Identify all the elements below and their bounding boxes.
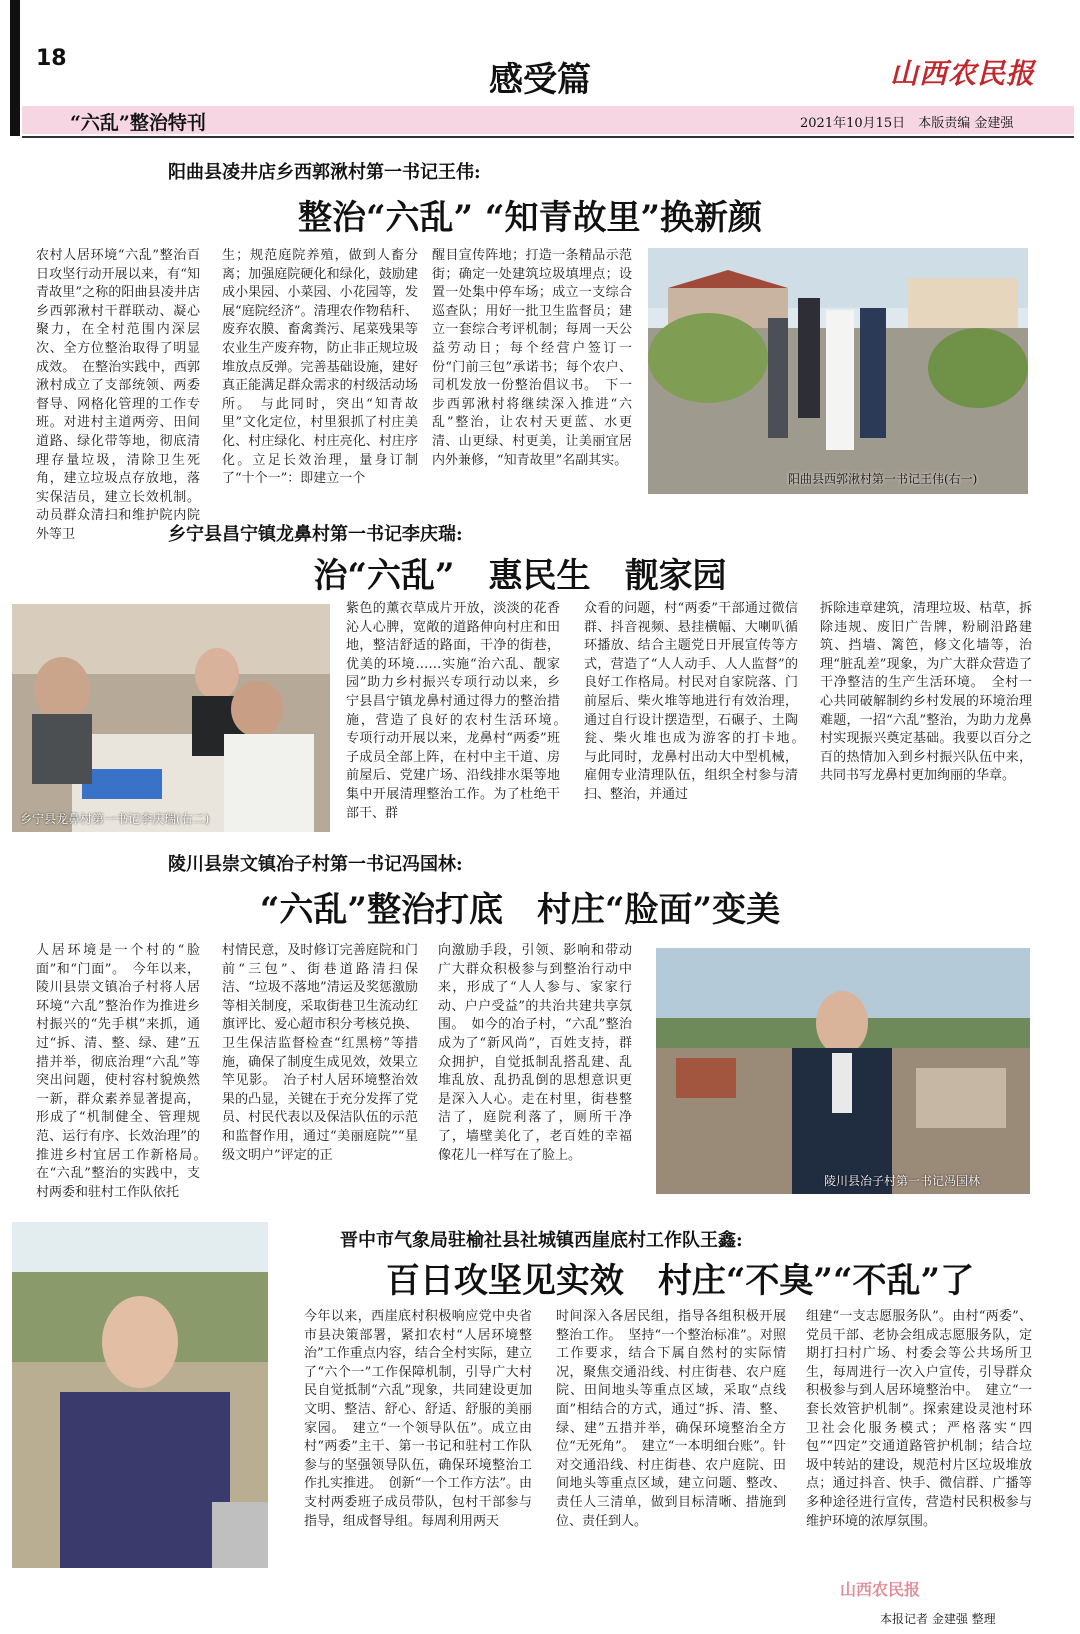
article-4-credit: 本报记者 金建强 整理 <box>880 1612 996 1626</box>
article-2-kicker: 乡宁县昌宁镇龙鼻村第一书记李庆瑞: <box>168 524 463 545</box>
article-4-photo <box>12 1222 268 1568</box>
article-4-column-1: 今年以来，西崖底村积极响应党中央省市县决策部署，紧扣农村“人居环境整治”工作重点内容，结合全村实际，建立了“六个一”工作保障机制，引导广大村民自觉抵制“六乱”现象，共同建设更加文明、整洁、舒心、舒适、舒服的美丽家园。 建立“一个领导队伍”。成立由村“两委”主干、第一书记和驻村工作队参与的坚强领导队伍，确保环境整治工作扎实推进。 创新“一个工作方法”。由支村两委班子成员带队，包村干部参与指导，组成督导组。每周利用两天 <box>304 1309 532 1529</box>
article-1-column-2: 生；规范庭院养殖，做到人畜分离；加强庭院硬化和绿化，鼓励建成小果园、小菜园、小花园等，发展“庭院经济”。清理农作物秸秆、废弃农膜、畜禽粪污、尾菜残果等农业生产废弃物，防止非正规垃圾堆放点反弹。完善基础设施，建好真正能满足群众需求的村级活动场所。 与此同时，突出“知青故里”文化定位，村里狠抓了村庄美化、村庄绿化、村庄亮化、村庄序化。立足长效治理，量身订制了“十个一”：即建立一个 <box>222 248 418 487</box>
newspaper-logo: 山西农民报 <box>890 57 1036 90</box>
issue-info <box>800 112 1013 131</box>
article-1-headline: 整治“六乱” “知青故里”换新颜 <box>297 198 763 238</box>
article-1-kicker: 阳曲县凌井店乡西郭湫村第一书记王伟: <box>168 162 481 183</box>
article-3-photo <box>656 948 1030 1194</box>
article-3-column-3: 向激励手段，引领、影响和带动广大群众积极参与到整治行动中来，形成了“人人参与、家家行动、户户受益”的共治共建共享氛围。 如今的冶子村，“六乱”整治成为了“新风尚”，百姓支持，群众拥护，自觉抵制乱搭乱建、乱堆乱放、乱扔乱倒的思想意识更是深入人心。走在村里，街巷整洁了，庭院利落了，厕所干净了，墙壁美化了，老百姓的幸福像花儿一样写在了脸上。 <box>438 943 632 1163</box>
article-3-headline: “六乱”整治打底 村庄“脸面”变美 <box>259 890 781 930</box>
article-2-column-2: 众看的问题，村“两委”干部通过微信群、抖音视频、悬挂横幅、大喇叭循环播放、结合主题党日开展宣传等方式，营造了“人人动手、人人监督”的良好工作格局。村民对自家院落、门前屋后、柴火堆等地进行有效治理，通过自行设计摆造型，石碾子、土陶瓮、柴火堆也成为游客的打卡地。 与此同时，龙鼻村出动大中型机械，雇佣专业清理队伍，组织全村参与清扫、整治，并通过 <box>584 601 812 802</box>
article-2-column-1: 紫色的薰衣草成片开放，淡淡的花香沁人心脾，宽敞的道路伸向村庄和田地，整洁舒适的路面，干净的街巷，优美的环境……实施“治六乱、靓家园”助力乡村振兴专项行动以来，乡宁县昌宁镇龙鼻村通过得力的整治措施，营造了良好的农村生活环境。 专项行动开展以来，龙鼻村“两委”班子成员全部上阵，在村中主干道、房前屋后、党建广场、沿线排水渠等地集中开展清理整治工作。为了杜绝干部干、群 <box>346 601 574 821</box>
article-4-headline: 百日攻坚见实效 村庄“不臭”“不乱”了 <box>385 1261 975 1301</box>
article-1-photo <box>648 248 1028 494</box>
masthead-left-bar <box>10 0 20 136</box>
article-1-photo-caption: 阳曲县西郭湫村第一书记王伟(右一) <box>788 472 978 486</box>
article-3-column-2: 村情民意，及时修订完善庭院和门前“三包”、街巷道路清扫保洁、“垃圾不落地”清运及奖惩激励等相关制度，采取街巷卫生流动红旗评比、爱心超市积分考核兑换、卫生保洁监督检查“红黑榜”等措施，确保了制度生成见效，效果立竿见影。 冶子村人居环境整治效果的凸显，关键在于充分发挥了党员、村民代表以及保洁队伍的示范和监督作用，通过“美丽庭院”“星级文明户”评定的正 <box>222 943 418 1163</box>
article-1-column-3: 醒目宣传阵地；打造一条精品示范街；确定一处建筑垃圾填埋点；设置一处集中停车场；成立一支综合巡查队；用好一批卫生监督员；建立一套综合考评机制；每周一天公益劳动日；每个经营户签订一份“门前三包”承诺书；每个农户、司机发放一份整治倡议书。 下一步西郭湫村将继续深入推进“六乱”整治，让农村天更蓝、水更清、山更绿、村更美，让美丽宜居内外兼修，“知青故里”名副其实。 <box>432 248 632 468</box>
article-2-photo-caption: 乡宁县龙鼻村第一书记李庆瑞(右二) <box>20 812 210 826</box>
page-number: 18 <box>36 46 67 71</box>
article-4-kicker: 晋中市气象局驻榆社县社城镇西崖底村工作队王鑫: <box>340 1230 743 1251</box>
watermark: 山西农民报 <box>840 1580 921 1599</box>
article-3-kicker: 陵川县崇文镇冶子村第一书记冯国林: <box>168 854 463 875</box>
special-issue-label: “六乱”整治特刊 <box>70 112 206 134</box>
article-2-headline: 治“六乱” 惠民生 靓家园 <box>313 556 727 596</box>
section-title: 感受篇 <box>489 60 591 100</box>
issue-date: 2021年10月15日 <box>800 116 906 131</box>
article-1-column-1: 农村人居环境“六乱”整治百日攻坚行动开展以来，有“知青故里”之称的阳曲县凌井店乡西郭湫村干群联动、凝心聚力，在全村范围内深层次、全方位整治取得了明显成效。 在整治实践中，西郭湫村成立了支部统领、两委督导、网格化管理的工作专班。对进村主道两旁、田间道路、绿化带等地，彻底清理存量垃圾，清除卫生死角，建立垃圾点存放地，落实保洁员，建立长效机制。动员群众清扫和维护院内院外等卫 <box>36 248 200 542</box>
article-2-column-3: 拆除违章建筑，清理垃圾、枯草，拆除违规、废旧广告牌，粉刷沿路建筑、挡墙、篱笆，修文化墙等，治理“脏乱差”现象，为广大群众营造了干净整洁的生产生活环境。 全村一心共同破解制约乡村发展的环境治理难题，一招“六乱”整治，为助力龙鼻村实现振兴奠定基础。我要以百分之百的热情加入到乡村振兴队伍中来，共同书写龙鼻村更加绚丽的华章。 <box>820 601 1032 784</box>
header-rule <box>22 136 1074 138</box>
page-editor: 本版责编 金建强 <box>918 116 1014 131</box>
article-3-column-1: 人居环境是一个村的“脸面”和“门面”。 今年以来，陵川县崇文镇冶子村将人居环境“六乱”整治作为推进乡村振兴的“先手棋”来抓，通过“拆、清、整、绿、建”五措并举，彻底治理“六乱”等突出问题，使村容村貌焕然一新，群众素养显著提高，形成了“机制健全、管理规范、运行有序、长效治理”的推进乡村宜居工作新格局。 在“六乱”整治的实践中，支村两委和驻村工作队依托 <box>36 943 214 1200</box>
article-3-photo-caption: 陵川县冶子村第一书记冯国林 <box>824 1174 981 1188</box>
article-2-photo <box>12 604 330 832</box>
article-4-column-3: 组建“一支志愿服务队”。由村“两委”、党员干部、老协会组成志愿服务队，定期打扫村广场、村委会等公共场所卫生，每周进行一次入户宣传，引导群众积极参与到人居环境整治中。 建立“一套长效管护机制”。探索建设灵池村环卫社会化服务模式；严格落实“四包”“四定”交通道路管护机制；结合垃圾中转站的建设，规范村片区垃圾堆放点；通过抖音、快手、微信群、广播等多种途径进行宣传，营造村民积极参与维护环境的浓厚氛围。 <box>806 1309 1032 1529</box>
article-4-column-2: 时间深入各居民组，指导各组积极开展整治工作。 坚持“一个整治标准”。对照工作要求，结合下属自然村的实际情况，聚焦交通沿线、村庄街巷、农户庭院、田间地头等重点区域，采取“点线面”相结合的方式，通过“拆、清、整、绿、建”五措并举，确保环境整治全方位“无死角”。 建立“一本明细台账”。针对交通沿线、村庄街巷、农户庭院、田间地头等重点区域，建立问题、整改、责任人三清单，做到目标清晰、措施到位、责任到人。 <box>556 1309 786 1529</box>
